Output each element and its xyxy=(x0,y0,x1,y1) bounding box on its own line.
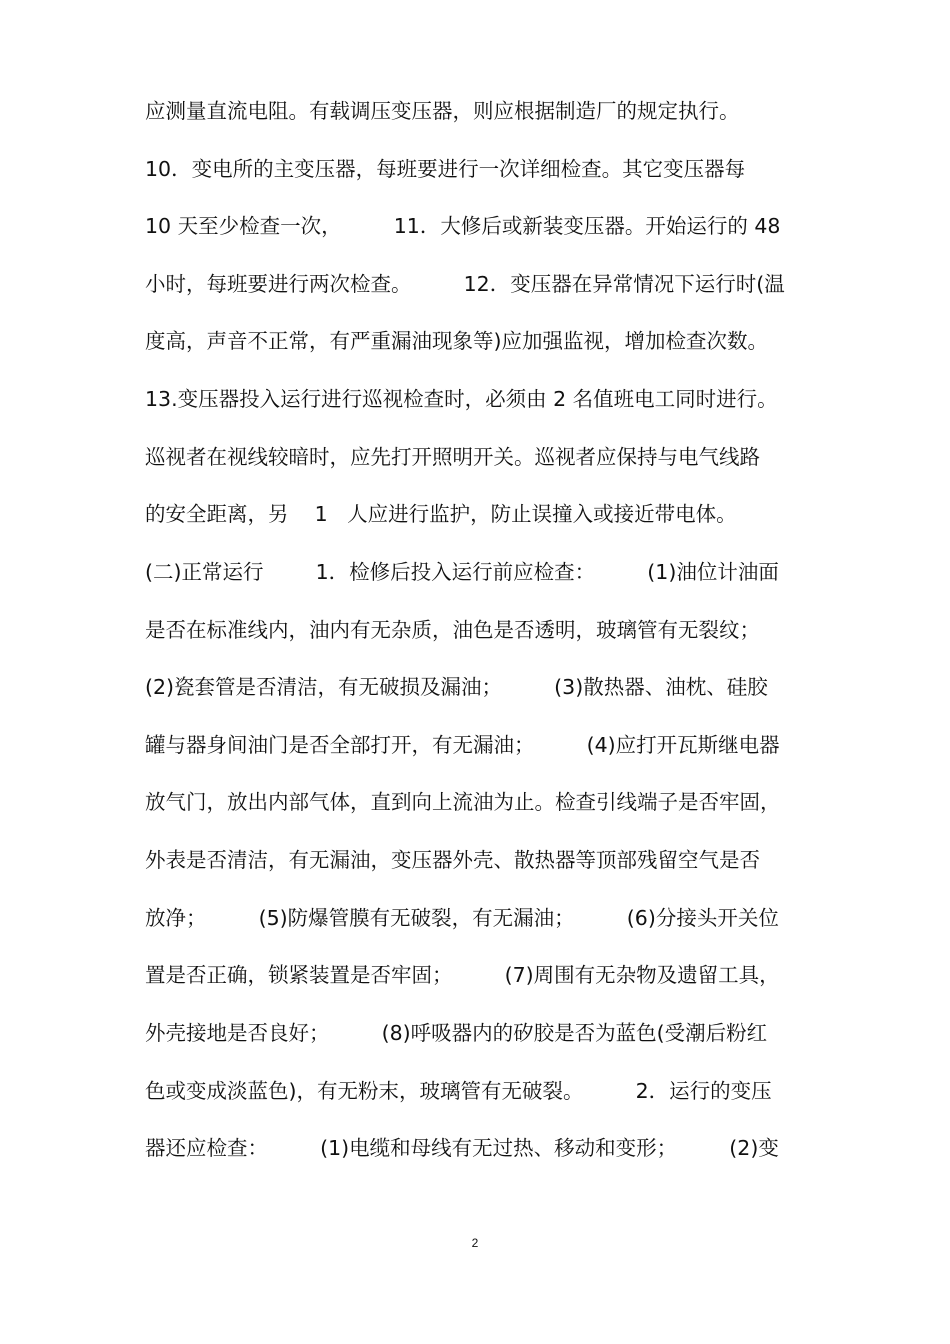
text-line: 的安全距离，另 1 人应进行监护，防止误撞入或接近带电体。 xyxy=(145,502,737,526)
text-line: 罐与器身间油门是否全部打开，有无漏油； (4)应打开瓦斯继电器 xyxy=(145,733,780,757)
text-line: 小时，每班要进行两次检查。 12．变压器在异常情况下运行时(温 xyxy=(145,272,785,296)
text-line: 10 天至少检查一次， 11．大修后或新装变压器。开始运行的 48 xyxy=(145,214,781,238)
text-line: 巡视者在视线较暗时，应先打开照明开关。巡视者应保持与电气线路 xyxy=(145,445,760,469)
text-line: 13.变压器投入运行进行巡视检查时，必须由 2 名值班电工同时进行。 xyxy=(145,387,778,411)
text-line: 置是否正确，锁紧装置是否牢固； (7)周围有无杂物及遗留工具， xyxy=(145,963,780,987)
text-line: 是否在标准线内，油内有无杂质，油色是否透明，玻璃管有无裂纹； xyxy=(145,618,760,642)
text-line: 放净； (5)防爆管膜有无破裂，有无漏油； (6)分接头开关位 xyxy=(145,906,779,930)
text-line: 放气门，放出内部气体，直到向上流油为止。检查引线端子是否牢固， xyxy=(145,790,781,814)
text-line: 应测量直流电阻。有载调压变压器，则应根据制造厂的规定执行。 xyxy=(145,99,740,123)
text-line: 10．变电所的主变压器，每班要进行一次详细检查。其它变压器每 xyxy=(145,157,746,181)
text-line: 外表是否清洁，有无漏油，变压器外壳、散热器等顶部残留空气是否 xyxy=(145,848,760,872)
text-line: (二)正常运行 1．检修后投入运行前应检查： (1)油位计油面 xyxy=(145,560,779,584)
text-line: 色或变成淡蓝色)，有无粉末，玻璃管有无破裂。 2．运行的变压 xyxy=(145,1079,772,1103)
text-line: 外壳接地是否良好； (8)呼吸器内的矽胶是否为蓝色(受潮后粉红 xyxy=(145,1021,768,1045)
text-line: (2)瓷套管是否清洁，有无破损及漏油； (3)散热器、油枕、硅胶 xyxy=(145,675,768,699)
text-line: 度高，声音不正常，有严重漏油现象等)应加强监视，增加检查次数。 xyxy=(145,329,768,353)
text-line: 器还应检查： (1)电缆和母线有无过热、移动和变形； (2)变 xyxy=(145,1136,779,1160)
page-number: 2 xyxy=(471,1236,479,1250)
